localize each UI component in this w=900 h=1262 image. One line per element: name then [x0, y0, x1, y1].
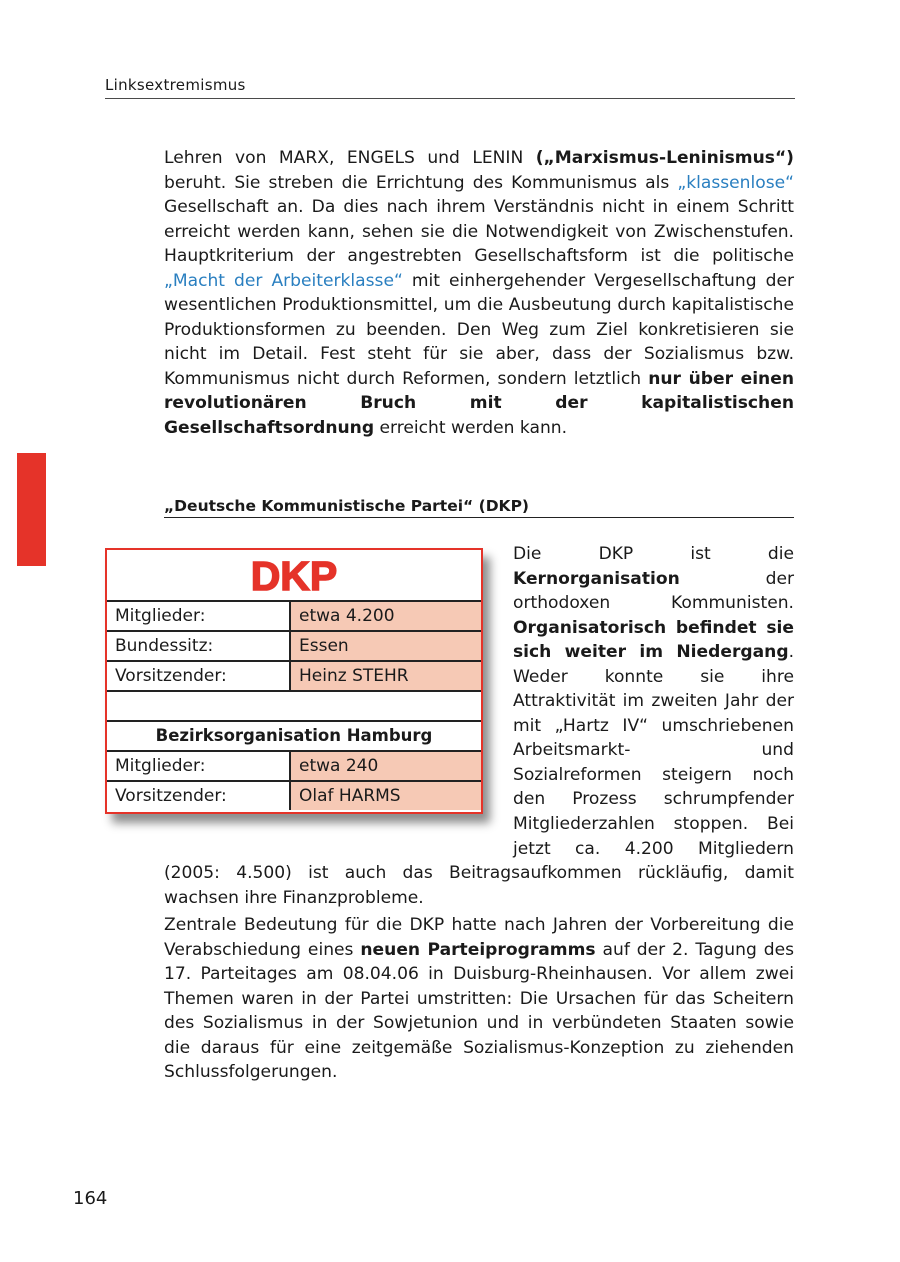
intro-text-1: Lehren von MARX, ENGELS und LENIN — [164, 148, 536, 168]
info-label: Vorsitzender: — [107, 662, 291, 690]
info-label: Mitglieder: — [107, 602, 291, 630]
regional-heading: Bezirksorganisation Hamburg — [107, 722, 481, 752]
running-header: Linksextremismus — [105, 76, 795, 99]
info-row-spacer — [107, 692, 481, 722]
info-row-members — [107, 602, 481, 632]
party-program-paragraph — [164, 913, 794, 1085]
info-value: Essen — [291, 632, 481, 660]
page-number: 164 — [73, 1188, 108, 1209]
intro-bold-phrase: nur über einen revolutionären Bruch mit der kapitalistischen Gesellschaftsordnung — [164, 368, 794, 439]
section-heading-dkp: „Deutsche Kommunistische Partei“ (DKP) — [164, 496, 794, 518]
info-value: etwa 4.200 — [291, 602, 481, 630]
glossary-link-klassenlose[interactable]: „klassenlose“ — [677, 172, 794, 193]
intro-text-4: mit einhergehender Vergesellschaftung der wesentlichen Produktionsmittel, um die Ausbeutung durch kapitalistische Produktionsformen zu beenden. Den Weg zum Ziel konkretisieren sie nicht im Detail. Fest steht für sie aber, dass der Sozialismus bzw. Kommunismus nicht durch Reformen, sondern letztlich — [164, 270, 794, 389]
para2-text-1: Die DKP ist die — [513, 544, 794, 564]
regional-row-chairman — [107, 782, 481, 810]
para2-text-3: . Weder konnte sie ihre Attraktivität im zweiten Jahr der mit „Hartz IV“ umschriebenen Arbeitsmarkt- und Sozialreformen steigern noch den Prozess schrumpfender Mitgliederzahlen stoppen. Bei jetzt ca. 4.200 Mitgliedern (2005: 4.500) ist auch das Beitragsaufkommen rückläufig, damit wachsen ihre Finanzprobleme. — [164, 642, 794, 908]
para2-bold-1: Kernorganisation — [513, 568, 680, 589]
glossary-link-macht-der-arbeiterklasse[interactable]: „Macht der Arbeiterklasse“ — [164, 270, 403, 291]
para3-text-2: auf der 2. Tagung des 17. Parteitages am 08.04.06 in Duisburg-Rheinhausen. Vor allem zwei Themen waren in der Partei umstritten: Die Ursachen für das Scheitern des Sozialismus in der Sowjetunion und in verbündeten Staaten sowie die daraus für eine zeitgemäße Sozialismus-Konzeption zu ziehenden Schlussfolgerungen. — [164, 939, 794, 1083]
info-value: etwa 240 — [291, 752, 481, 780]
intro-paragraph — [164, 146, 794, 441]
chapter-marker — [17, 453, 46, 566]
info-value: Olaf HARMS — [291, 782, 481, 810]
info-row-headquarters — [107, 632, 481, 662]
info-label: Mitglieder: — [107, 752, 291, 780]
info-value: Heinz STEHR — [291, 662, 481, 690]
intro-text-2: beruht. Sie streben die Errichtung des Kommunismus als — [164, 172, 678, 193]
info-label: Bundessitz: — [107, 632, 291, 660]
intro-text-5: erreicht werden kann. — [374, 418, 568, 439]
dkp-logo-graphic — [239, 555, 349, 595]
intro-bold-term: („Marxismus-Leninismus“) — [535, 148, 794, 168]
para2-text-2: der orthodoxen Kommunisten. — [513, 568, 794, 614]
info-label: Vorsitzender: — [107, 782, 291, 810]
para2-bold-2: Organisatorisch befindet sie sich weiter im Niedergang — [513, 617, 794, 663]
regional-row-members — [107, 752, 481, 782]
para3-bold: neuen Parteiprogramms — [360, 939, 596, 960]
dkp-info-box — [105, 548, 483, 814]
dkp-logo-text: DKP — [250, 555, 338, 595]
para3-text-1: Zentrale Bedeutung für die DKP hatte nach Jahren der Vorbereitung die Verabschiedung eines — [164, 915, 794, 960]
intro-text-3: Gesellschaft an. Da dies nach ihrem Verständnis nicht in einem Schritt erreicht werden kann, sehen sie die Notwendigkeit von Zwischenstufen. Hauptkriterium der angestrebten Gesellschaftsform ist die politische — [164, 197, 794, 267]
info-row-chairman — [107, 662, 481, 692]
dkp-logo — [107, 550, 481, 602]
